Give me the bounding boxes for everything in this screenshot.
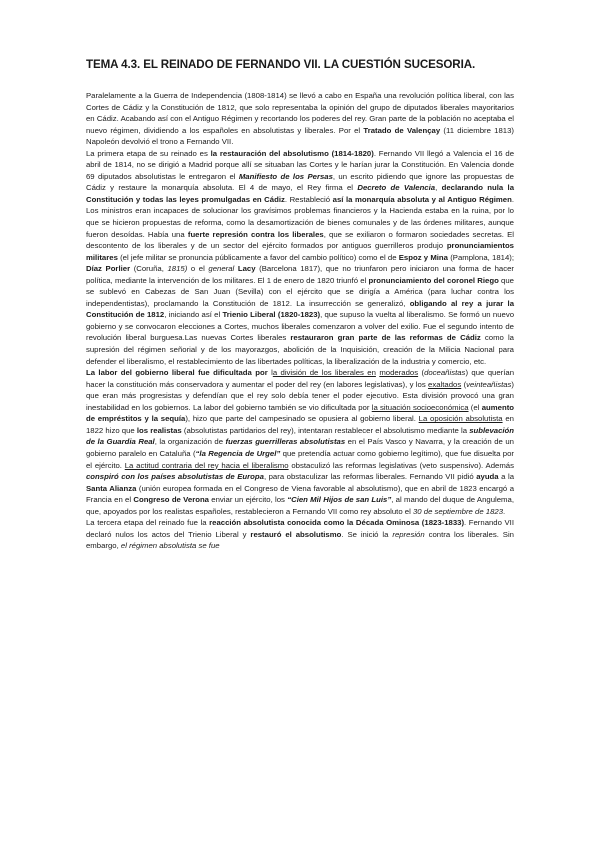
text-run: en el País Vasco y Navarra, y la creación de un gobierno paralelo en Cataluña (	[86, 437, 514, 458]
text-run: La primera etapa de su reinado es	[86, 148, 211, 158]
paragraph-3	[86, 367, 514, 517]
text-run: la restauración del absolutismo (1814-1820)	[210, 148, 374, 158]
text-run: . Se inició la	[341, 529, 393, 539]
text-run: enviar un ejército, los	[209, 495, 288, 505]
document-body	[86, 90, 514, 552]
text-run: ) que eran más progresistas y defendían que el rey solo debía tener el poder ejecutivo. Esta división provocó una gran inestabilidad en los gobiernos. La labor del gobierno también se vio dificultada por	[86, 379, 515, 412]
text-run: doceañistas	[424, 368, 466, 378]
text-run: l	[267, 368, 273, 378]
text-run: los realistas	[136, 425, 182, 435]
text-run: restauró el absolutismo	[250, 529, 342, 539]
text-run: , que supuso la vuelta al liberalismo. Se formó un nuevo gobierno y se convocaron elecciones a Cortes, muchos liberales comenzaron a volver del exilio. Fue el segundo intento de revolución liberal burguesa.Las nuevas Cortes liberales	[86, 310, 514, 343]
text-run: , que se exiliaron o formaron sociedades secretas. El descontento de los liberales y de un sector del ejército formados por antiguos guerrilleros produjo	[86, 229, 515, 251]
text-run: a división de los liberales en	[272, 368, 376, 378]
text-run: Tratado de Valençay	[363, 125, 441, 135]
text-run: 1815)	[167, 264, 188, 274]
text-run: aumento de empréstitos y la sequía	[86, 402, 515, 424]
text-run: , para obstaculizar las reformas liberales. Fernando VII pidió	[263, 472, 477, 482]
text-run: moderados	[379, 368, 419, 378]
text-run: (	[461, 379, 467, 389]
text-run: obstaculizó las reformas legislativas (veto suspensivo). Además	[288, 460, 514, 470]
text-run: Santa Alianza	[86, 483, 137, 493]
text-run: exaltados	[428, 379, 462, 389]
paragraph-2	[86, 148, 514, 367]
text-run: ), hizo que parte del campesinado se opusiera al gobierno liberal.	[185, 414, 419, 424]
text-run: pronunciamiento del coronel Riego	[368, 275, 499, 285]
text-run: (el jefe militar se pronuncia públicamente a favor del cambio político) como el de	[117, 252, 399, 262]
text-run: . Restableció	[284, 194, 333, 204]
paragraph-4	[86, 517, 514, 552]
text-run: (el	[468, 402, 482, 412]
text-run: 30 de septiembre de 1823	[412, 506, 504, 516]
text-run: (	[418, 368, 425, 378]
text-run: fuerzas guerrilleras absolutistas	[225, 437, 346, 447]
paragraph-1	[86, 90, 514, 148]
text-run: obligando al rey a jurar la Constitución de 1812	[86, 298, 515, 320]
text-run: . Fernando VII declaró nulos los actos del Trienio Liberal y	[86, 518, 514, 539]
text-run: fuerte represión contra los liberales	[187, 229, 324, 239]
text-run: . Fernando VII llegó a Valencia el 16 de abril de 1814, no se dirigió a Madrid porque allí se situaban las Cortes y le harían jurar la Constitución. En Valencia donde 69 diputados absolutistas le entregaron el	[86, 148, 514, 181]
text-run: sublevación de la Guardia Real	[86, 425, 514, 447]
text-run: , un escrito pidiendo que ignore las propuestas de Cádiz y restaure la monarquía absoluta. El 4 de mayo, el Rey firma el	[86, 171, 514, 193]
text-run: (Coruña,	[130, 264, 168, 274]
text-run: “Cien Mil Hijos de san Luis”	[287, 495, 392, 505]
text-run: Paralelamente a la Guerra de Independencia (1808-1814) se llevó a cabo en España una revolución política liberal, con las Cortes de Cádiz y la Constitución de 1812, que solo representaba la opinión del grupo de diputados liberales mayoritarios en Cádiz. Acabando así con el Antiguo Régimen y recortando los poderes del rey. Gran parte de la población no aceptaba el nuevo régimen, dividiendo a los españoles en absolutistas y liberales. Por el	[86, 91, 514, 135]
text-run: como la supresión del régimen señorial y de los mayorazgos, abolición de la Inquisición, creación de la Milicia Nacional para defender el liberalismo, el restablecimiento de las libertades políticas, la liberalización de la industria y comercio, etc.	[86, 333, 514, 366]
text-run: La actitud contraria del rey hacia el liberalismo	[124, 460, 289, 470]
text-run: pronunciamientos militares	[86, 241, 514, 262]
text-run: , al mando del duque de Angulema, que, apoyados por los realistas españoles, restablecieron a Fernando VII como rey absoluto el	[86, 495, 514, 516]
text-run: (Barcelona 1817), que no triunfaron pero iniciaron una forma de hacer política, mediante la intervención de los militares. El 1 de enero de 1820 triunfó el	[86, 264, 515, 285]
text-run: reacción absolutista conocida como la Década Ominosa (1823-1833)	[209, 518, 465, 528]
text-run: , la organización de	[154, 437, 226, 447]
text-run: represión	[392, 529, 425, 539]
text-run: (absolutistas partidarios del rey), intentaran restablecer el absolutismo mediante la	[181, 425, 470, 435]
text-run: .	[503, 506, 506, 516]
text-run: . Los ministros eran incapaces de solucionar los gravísimos problemas financieros y la Hacienda estaba en la ruina, por lo que se hicieron propuestas de reforma, como la desamortización de bienes comunales y de las órdenes militares, aunque fueron desoídas. Había una	[86, 194, 514, 239]
text-run: , iniciando así el	[164, 310, 223, 320]
text-run: La oposición absolutista	[418, 414, 503, 424]
text-run: Manifiesto de los Persas	[238, 171, 333, 181]
text-run: la situación socioeconómica	[371, 402, 469, 412]
text-run: ayuda	[476, 472, 499, 482]
text-run: (11 diciembre 1813) Napoleón devolvió el trono a Fernando VII.	[86, 125, 514, 147]
text-run: Trienio Liberal (1820-1823)	[222, 310, 321, 320]
text-run: el régimen absolutista se fue	[120, 541, 220, 551]
text-run: Díaz Porlier	[86, 264, 131, 274]
text-run: veinteañistas	[466, 379, 512, 389]
text-run: declarando nula la Constitución y todas las leyes promulgadas en Cádiz	[86, 183, 515, 204]
page-title: TEMA 4.3. EL REINADO DE FERNANDO VII. LA CUESTIÓN SUCESORIA.	[86, 58, 476, 71]
text-run: “la Regencia de Urgel”	[195, 448, 281, 458]
text-run: o el	[187, 264, 209, 274]
document-page	[86, 58, 514, 552]
text-run: Congreso de Verona	[133, 495, 209, 505]
text-run: Lacy	[237, 264, 256, 274]
text-run: (Pamplona, 1814);	[447, 252, 515, 262]
text-run: que pretendía actuar como gobierno legítimo), que fue disuelta por el ejército.	[86, 448, 514, 470]
text-run: en 1822 hizo que	[86, 414, 514, 435]
text-run: a la	[498, 472, 514, 482]
text-run: (unión europea formada en el Congreso de Viena favorable al absolutismo), que en abril de 1823 encargó a Francia en el	[86, 483, 515, 505]
text-run: La tercera etapa del reinado fue la	[86, 518, 210, 528]
text-run: ,	[435, 183, 442, 193]
text-run: ) que querían hacer la constitución más conservadora y aumentar el poder del rey (en labores legislativas), y los	[86, 368, 515, 389]
text-run: conspiró con los países absolutistas de Europa	[86, 472, 264, 482]
text-run: Espoz y Mina	[398, 252, 448, 262]
text-run: La labor del gobierno liberal fue dificultada por	[86, 368, 268, 378]
text-run: restauraron gran parte de las reformas de Cádiz	[290, 333, 481, 343]
text-run: Decreto de Valencia	[357, 183, 436, 193]
text-run: que se sublevó en Cabezas de San Juan (Sevilla) con el ejército que se dirigía a América (para luchar contra los independentistas), proclamando la Constitución de 1812. La insurrección se generalizó,	[86, 275, 514, 308]
text-run: general	[208, 264, 235, 274]
text-run: así la monarquía absoluta y al Antiguo Régimen	[332, 194, 512, 204]
text-run: contra los liberales. Sin embargo,	[86, 529, 514, 551]
